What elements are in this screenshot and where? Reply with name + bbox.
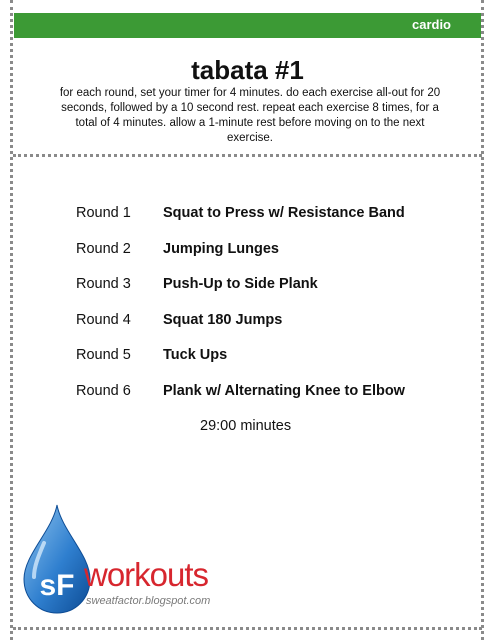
round-exercise: Tuck Ups (163, 347, 228, 363)
round-row (76, 276, 456, 312)
round-row (76, 241, 456, 277)
bottom-dotted-border (13, 627, 482, 630)
round-number: Round 2 (76, 240, 131, 257)
category-banner (14, 13, 481, 38)
round-exercise: Plank w/ Alternating Knee to Elbow (163, 382, 405, 399)
logo-monogram: sF (39, 569, 75, 602)
category-label: cardio (411, 17, 451, 32)
round-exercise: Squat to Press w/ Resistance Band (163, 205, 405, 221)
round-exercise: Squat 180 Jumps (163, 311, 283, 328)
water-drop-icon (22, 503, 92, 615)
round-row (76, 383, 456, 419)
round-number: Round 6 (76, 382, 131, 399)
logo-url: sweatfactor.blogspot.com (86, 595, 211, 607)
round-exercise: Push-Up to Side Plank (163, 276, 318, 292)
workout-instructions: for each round, set your timer for 4 minutes. do each exercise all-out for 20 seconds, followed by a 10 second rest. repeat each exercise 8 times, for a total of 4 minutes. allow a 1-minute rest before moving on to the next exercise. (59, 87, 441, 144)
rounds-list (76, 205, 456, 418)
left-dotted-border (10, 0, 13, 640)
logo-wordmark: workouts (84, 556, 209, 593)
total-time: 29:00 minutes (200, 418, 292, 434)
round-row (76, 347, 456, 383)
round-number: Round 4 (76, 311, 131, 328)
workout-title: tabata #1 (191, 55, 304, 85)
section-divider (13, 154, 482, 157)
round-number: Round 3 (76, 276, 131, 292)
round-exercise: Jumping Lunges (163, 240, 279, 257)
right-dotted-border (481, 0, 484, 640)
round-row (76, 312, 456, 348)
round-number: Round 5 (76, 347, 131, 363)
round-row (76, 205, 456, 241)
round-number: Round 1 (76, 205, 131, 221)
